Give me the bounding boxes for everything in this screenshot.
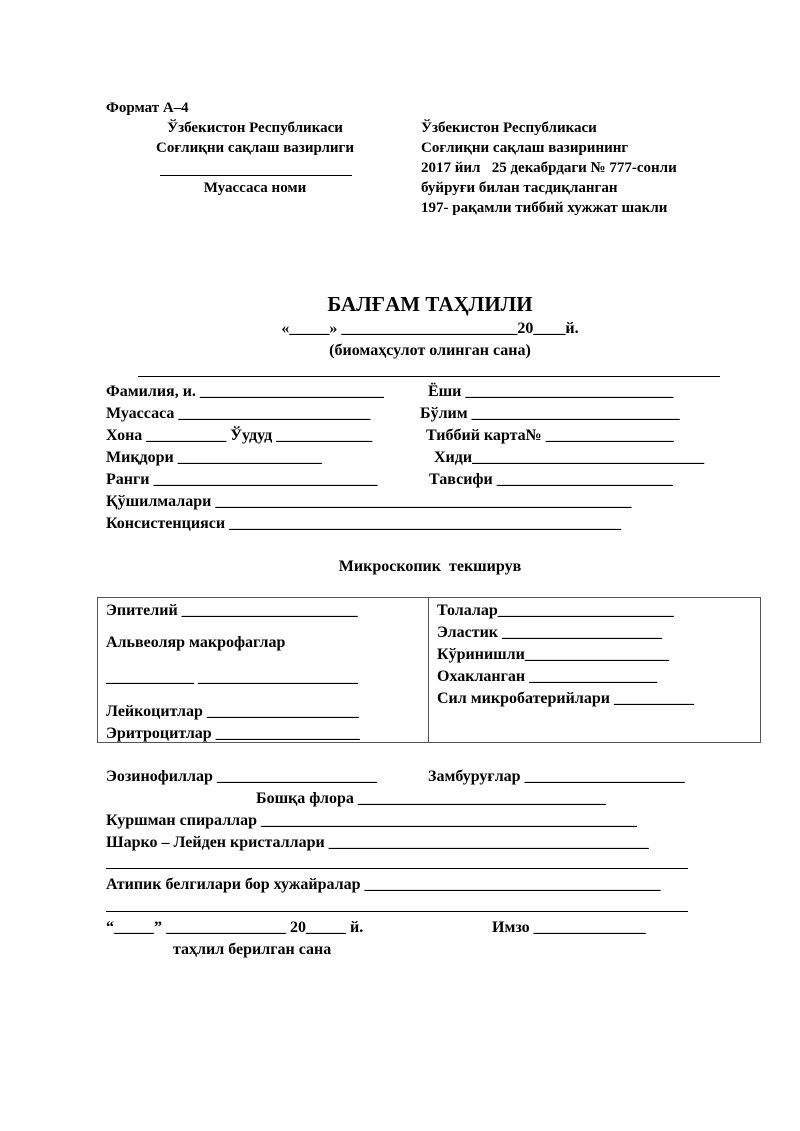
description-field[interactable]: Тавсифи ______________________: [429, 471, 673, 488]
color-field[interactable]: Ранги ____________________________: [106, 471, 378, 488]
header-right-line3: 2017 йил 25 декабрдаги № 777-сонли: [421, 160, 677, 176]
curschmann-spirals-field[interactable]: Куршман спираллар _______________________________________________: [106, 812, 638, 829]
blank-line[interactable]: [106, 868, 688, 869]
sample-date-caption: (биомаҳсулот олинган сана): [329, 342, 531, 359]
erythrocytes-field[interactable]: Эритроцитлар __________________: [106, 725, 360, 742]
format-label: Формат А–4: [106, 100, 189, 116]
blank-line[interactable]: [106, 911, 688, 912]
microscopy-heading: Микроскопик текширув: [338, 558, 522, 575]
atypical-cells-field[interactable]: Атипик белгилари бор хужайралар _____________________________________: [106, 876, 661, 893]
visible-field[interactable]: Кўринишли__________________: [437, 646, 669, 663]
department-field[interactable]: Бўлим __________________________: [420, 405, 680, 422]
analysis-date-line[interactable]: “_____” _______________ 20_____ й.: [106, 919, 364, 936]
medical-card-field[interactable]: Тиббий карта№ ________________: [426, 427, 674, 444]
consistency-field[interactable]: Консистенцияси _________________________________________________: [106, 515, 622, 532]
alveolar-macrophages-label: Альвеоляр макрофаглар: [106, 634, 286, 651]
header-left-ministry: Соғлиқни сақлаш вазирлиги: [156, 140, 354, 156]
analysis-date-caption: таҳлил берилган сана: [173, 941, 332, 958]
fungi-field[interactable]: Замбуруғлар ____________________: [428, 768, 685, 785]
header-right-line1: Ўзбекистон Республикаси: [421, 120, 597, 136]
page-title: БАЛҒАМ ТАҲЛИЛИ: [327, 292, 533, 316]
leukocytes-field[interactable]: Лейкоцитлар ___________________: [106, 703, 359, 720]
institution-field[interactable]: Муассаса ________________________: [106, 405, 371, 422]
signature-field[interactable]: Имзо ______________: [492, 919, 646, 936]
room-district-field[interactable]: Хона __________ Ўудуд ____________: [106, 427, 373, 444]
institution-name-blank[interactable]: [160, 175, 352, 176]
header-right-line2: Соғлиқни сақлаш вазирининг: [421, 140, 629, 156]
institution-name-label: Муассаса номи: [203, 180, 307, 196]
quantity-field[interactable]: Миқдори __________________: [106, 449, 322, 466]
sample-date-line[interactable]: «_____» ______________________20____й.: [281, 320, 579, 337]
calcified-field[interactable]: Охакланган ________________: [437, 668, 658, 685]
inclusions-field[interactable]: Қўшилмалари ____________________________________________________: [106, 493, 632, 510]
age-field[interactable]: Ёши __________________________: [428, 383, 674, 400]
header-right-line5: 197- рақамли тиббий хужжат шакли: [421, 200, 668, 216]
microscopy-table-divider: [428, 597, 429, 742]
charcot-leyden-crystals-field[interactable]: Шарко – Лейден кристаллари ________________________________________: [106, 834, 649, 851]
header-left-country: Ўзбекистон Республикаси: [167, 120, 343, 136]
fibers-field[interactable]: Толалар______________________: [437, 602, 674, 619]
odor-field[interactable]: Хиди_____________________________: [434, 449, 705, 466]
elastic-field[interactable]: Эластик ____________________: [437, 624, 663, 641]
tb-mycobacteria-field[interactable]: Сил микробатерийлари __________: [437, 690, 694, 707]
other-flora-field[interactable]: Бошқа флора _______________________________: [256, 790, 606, 807]
divider-line: [138, 376, 720, 377]
eosinophils-field[interactable]: Эозинофиллар ____________________: [106, 768, 377, 785]
header-right-line4: буйруғи билан тасдиқланган: [421, 180, 618, 196]
epithelium-field[interactable]: Эпителий ______________________: [106, 602, 358, 619]
alveolar-macrophages-blank[interactable]: ___________ ____________________: [106, 669, 358, 686]
surname-field[interactable]: Фамилия, и. _______________________: [106, 383, 384, 400]
